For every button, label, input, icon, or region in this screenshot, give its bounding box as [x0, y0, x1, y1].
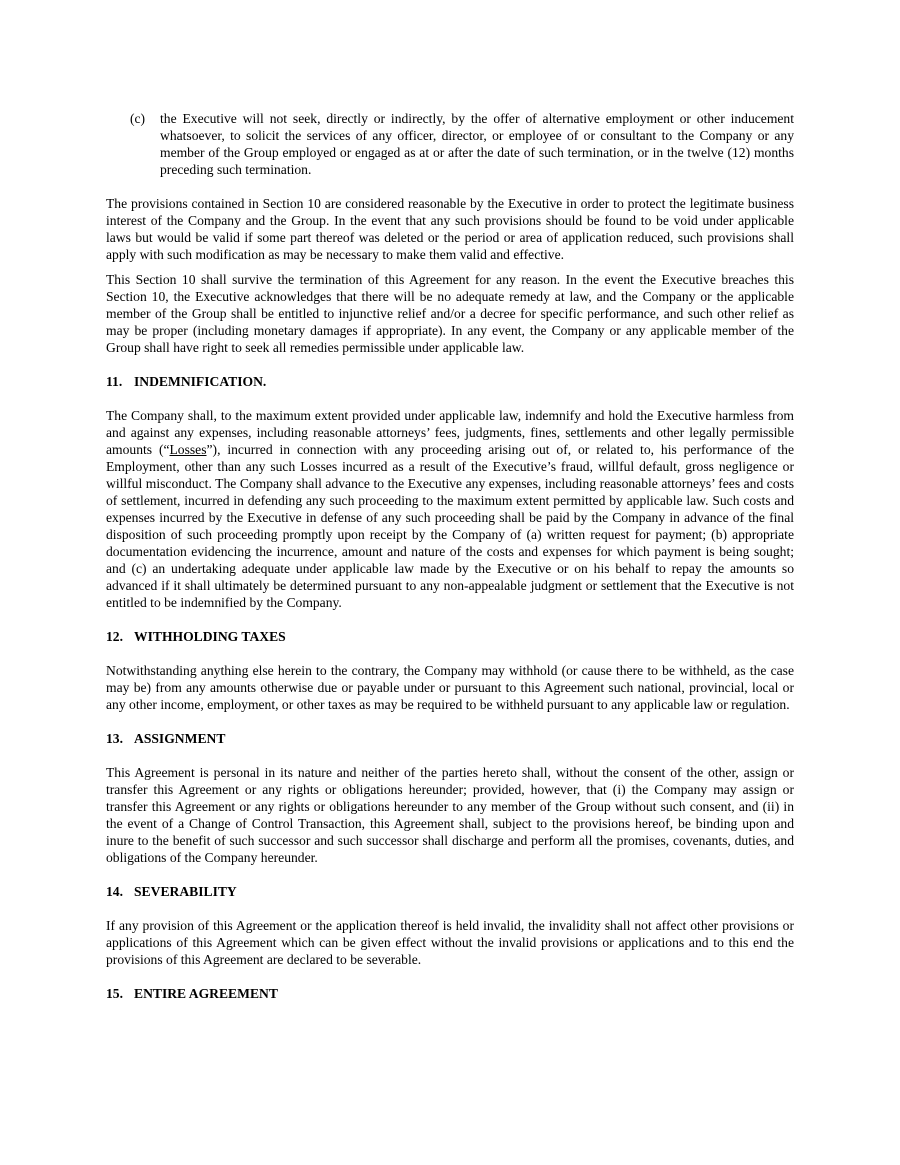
- paragraph-section10-survival: This Section 10 shall survive the termination of this Agreement for any reason. In the event the Executive breaches this Section 10, the Executive acknowledges that there will be no adequate remedy at law, and the Company or the applicable member of the Group shall be entitled to injunctive relief and/or a decree for specific performance, and such other relief as may be proper (including monetary damages if appropriate). In any event, the Company or any applicable member of the Group shall have right to seek all remedies permissible under applicable law.: [106, 272, 794, 355]
- section-title: ASSIGNMENT: [134, 731, 226, 746]
- section-title: SEVERABILITY: [134, 884, 237, 899]
- section-heading-14: [106, 883, 794, 900]
- section-11-body: [106, 407, 794, 611]
- section-number: 12.: [106, 629, 123, 644]
- section-11-body-part1: The Company shall, to the maximum extent provided under applicable law, indemnify and hold the Executive harmless from and against any expenses, including reasonable attorneys’ fees, judgments, fines, settlements and other legally permissible amounts (“: [106, 408, 794, 457]
- defined-term-losses: Losses: [169, 442, 207, 457]
- paragraph-section10-reasonableness: The provisions contained in Section 10 are considered reasonable by the Executive in order to protect the legitimate business interest of the Company and the Group. In the event that any such provisions should be found to be void under applicable laws but would be valid if some part thereof was deleted or the period or area of application reduced, such provisions shall apply with such modification as may be necessary to make them valid and effective.: [106, 196, 794, 262]
- section-number: 11.: [106, 374, 123, 389]
- section-heading-11: [106, 373, 794, 390]
- section-heading-13: [106, 730, 794, 747]
- section-12-body: Notwithstanding anything else herein to the contrary, the Company may withhold (or cause there to be withheld, as the case may be) from any amounts otherwise due or payable under or pursuant to this Agreement such national, provincial, local or any other income, employment, or other taxes as may be required to be withheld pursuant to any applicable law or regulation.: [106, 663, 794, 712]
- section-title: WITHHOLDING TAXES: [134, 629, 286, 644]
- clause-c-text: the Executive will not seek, directly or indirectly, by the offer of alternative employment or other inducement whatsoever, to solicit the services of any officer, director, or employee of or consultant to the Company or any member of the Group employed or engaged as at or after the date of such termination, or in the twelve (12) months preceding such termination.: [160, 111, 794, 177]
- section-number: 13.: [106, 731, 123, 746]
- section-heading-15: [106, 985, 794, 1002]
- section-title: INDEMNIFICATION.: [134, 374, 267, 389]
- section-14-body: If any provision of this Agreement or the application thereof is held invalid, the invalidity shall not affect other provisions or applications of this Agreement which can be given effect without the invalid provisions or applications and to this end the provisions of this Agreement are declared to be severable.: [106, 918, 794, 967]
- section-13-body: This Agreement is personal in its nature and neither of the parties hereto shall, without the consent of the other, assign or transfer this Agreement or any rights or obligations hereunder; provided, however, that (i) the Company may assign or transfer this Agreement or any rights or obligations hereunder to any member of the Group without such consent, and (ii) in the event of a Change of Control Transaction, this Agreement shall, subject to the provisions hereof, be binding upon and inure to the benefit of such successor and such successor shall discharge and perform all the promises, covenants, duties, and obligations of the Company hereunder.: [106, 765, 794, 865]
- section-heading-12: [106, 628, 794, 645]
- section-11-body-part2: ”), incurred in connection with any proceeding arising out of, or related to, his performance of the Employment, other than any such Losses incurred as a result of the Executive’s fraud, willful default, gross negligence or willful misconduct. The Company shall advance to the Executive any expenses, including reasonable attorneys’ fees and costs of settlement, incurred in defending any such proceeding to the maximum extent permitted by applicable law. Such costs and expenses incurred by the Executive in defense of any such proceeding shall be paid by the Company in advance of the final disposition of such proceeding promptly upon receipt by the Company of (a) written request for payment; (b) appropriate documentation evidencing the incurrence, amount and nature of the costs and expenses for which payment is being sought; and (c) an undertaking adequate under applicable law made by the Executive or on his behalf to repay the amounts so advanced if it shall ultimately be determined pursuant to any non-appealable judgment or settlement that the Executive is not entitled to be indemnified by the Company.: [106, 442, 794, 610]
- clause-c-marker: (c): [130, 111, 146, 126]
- section-title: ENTIRE AGREEMENT: [134, 986, 278, 1001]
- section-number: 14.: [106, 884, 123, 899]
- clause-c: [130, 110, 794, 178]
- section-number: 15.: [106, 986, 123, 1001]
